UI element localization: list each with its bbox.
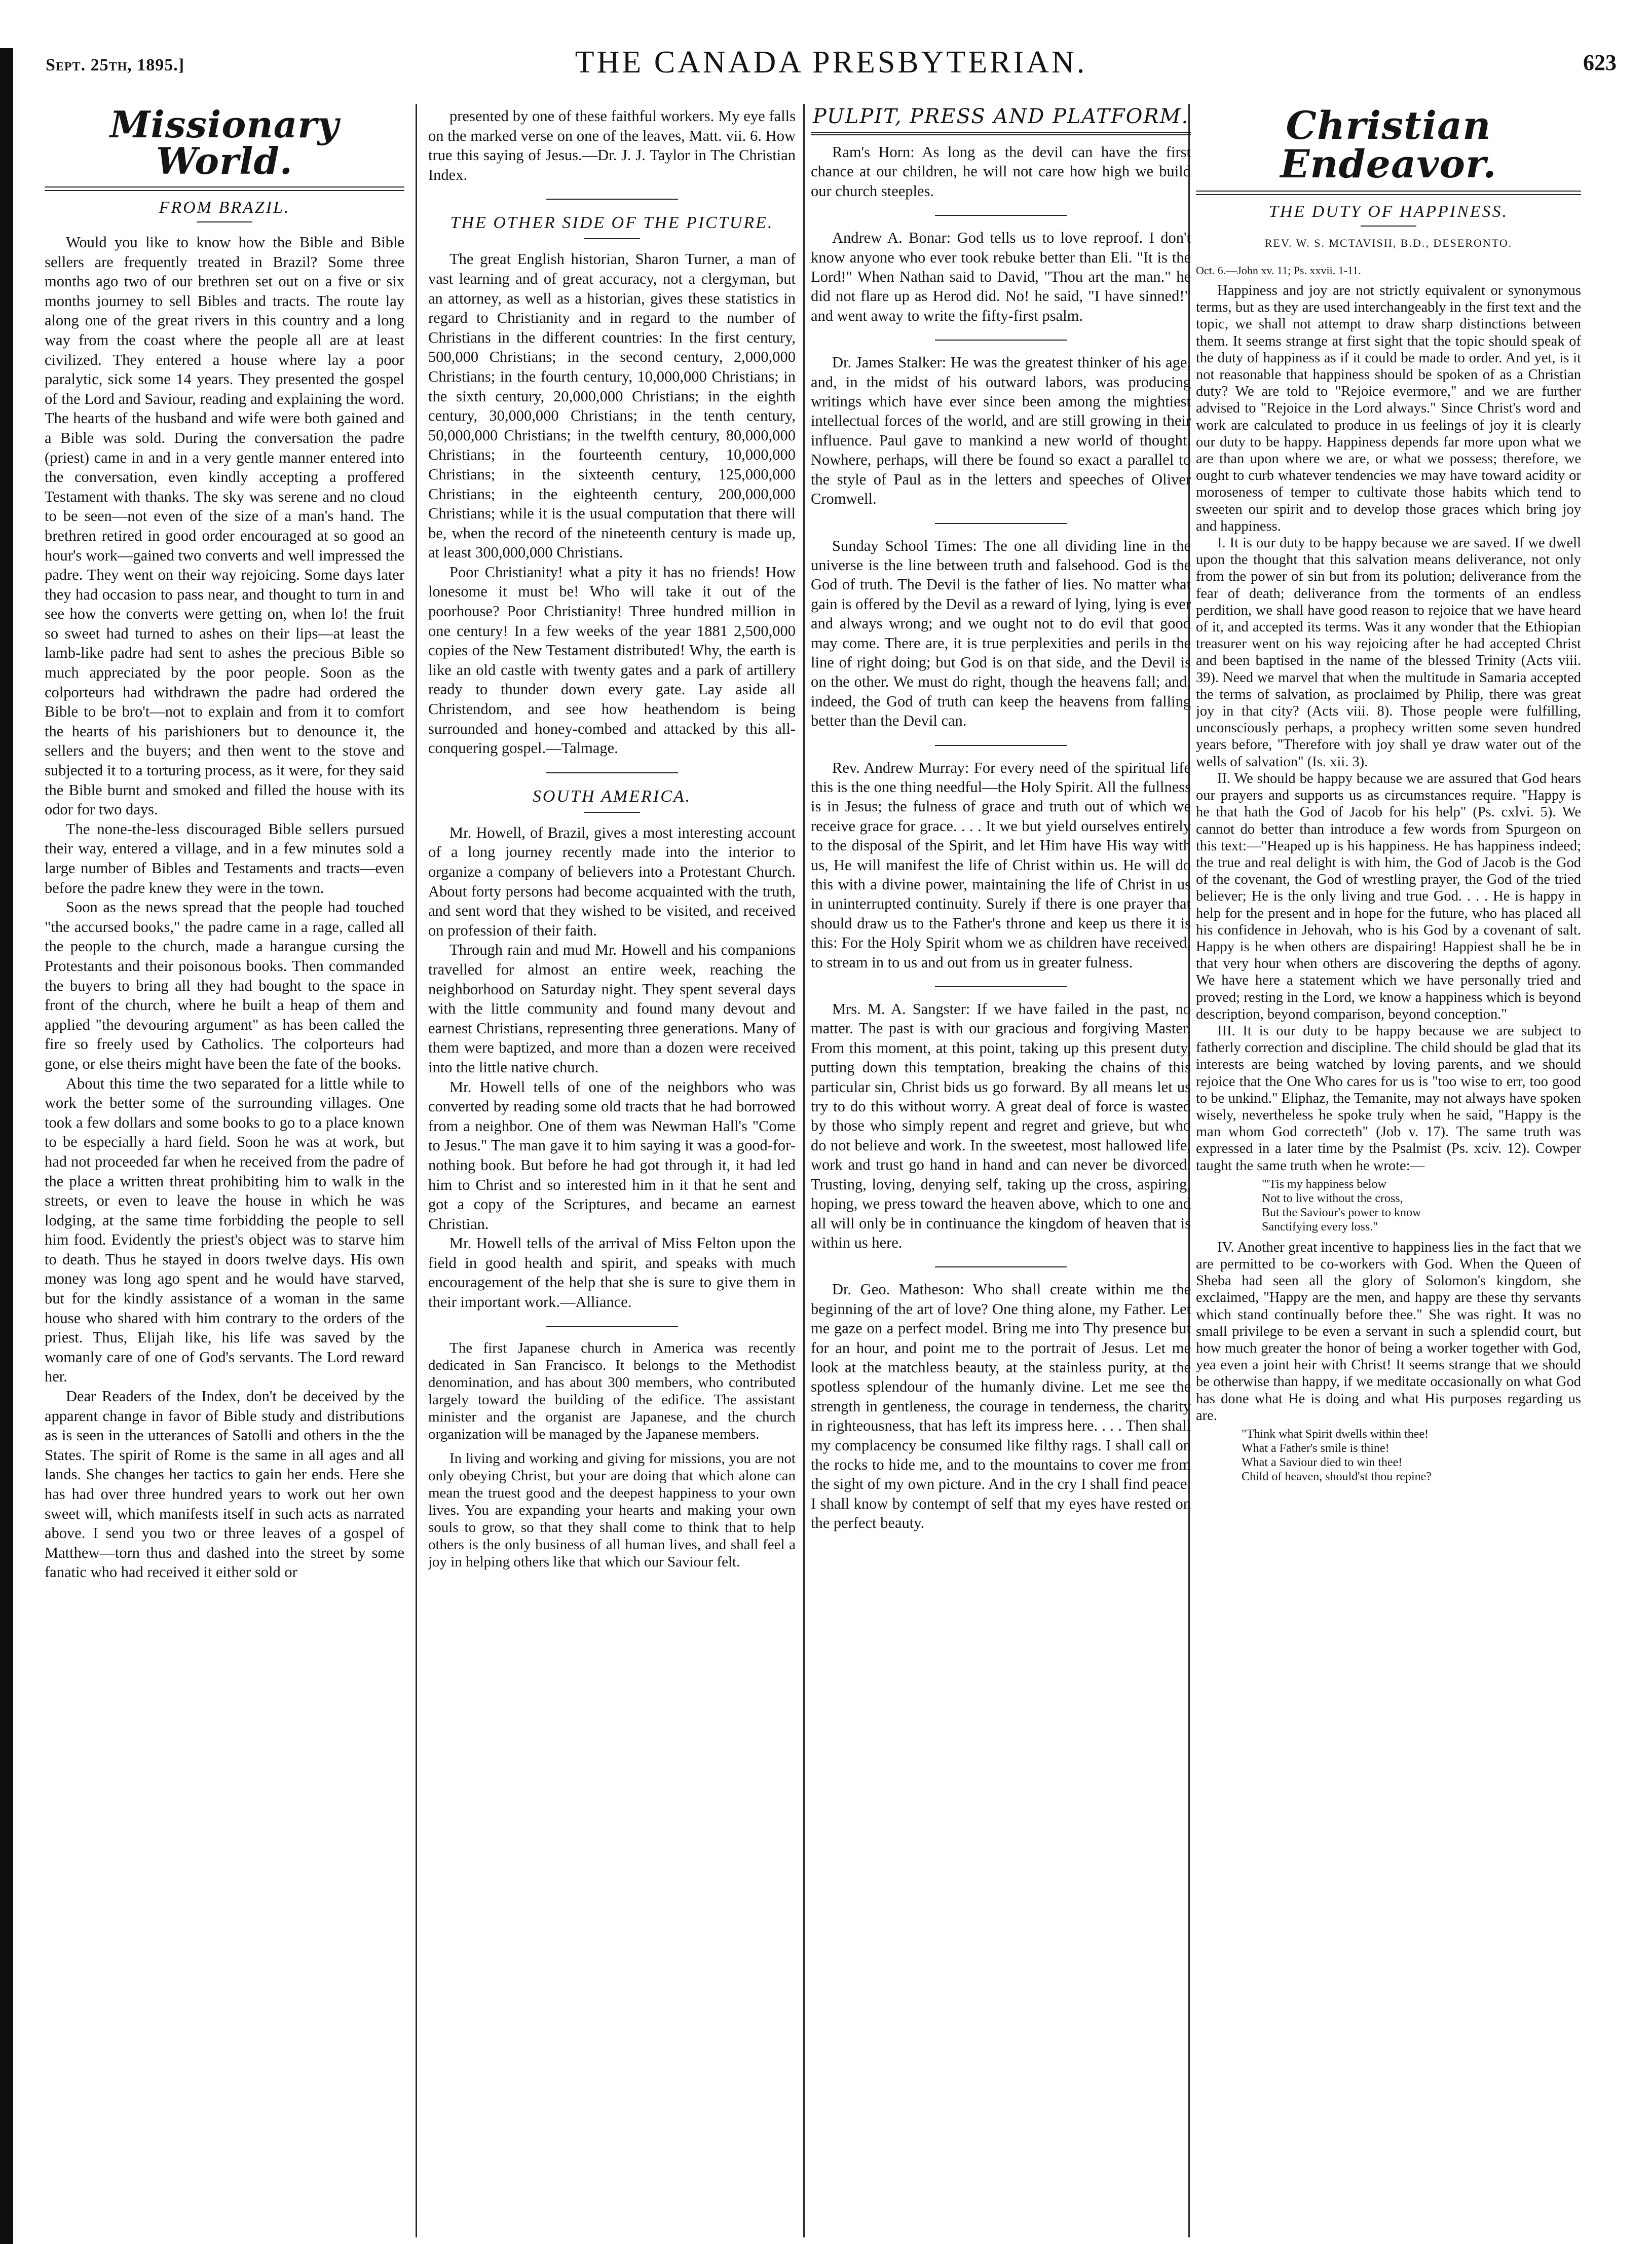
section-rule xyxy=(546,199,678,200)
verse-quotation xyxy=(1242,1427,1581,1484)
article-title: THE DUTY OF HAPPINESS. xyxy=(1268,202,1509,221)
article-title: SOUTH AMERICA. xyxy=(532,787,692,806)
column-christian-endeavor xyxy=(1196,106,1581,2235)
short-rule xyxy=(584,238,640,239)
quotation: Andrew A. Bonar: God tells us to love reproof. I don't know anyone who ever took rebuke better than Eli. "It is the Lord!" When Nathan said to David, "Thou art the man." he did not flare up as Herod did. No! he said, "I have sinned!" and went away to write the fifty-first psalm. xyxy=(811,229,1191,324)
verse-line: "'Tis my happiness below xyxy=(1262,1177,1386,1191)
paragraph: III. It is our duty to be happy because we are subject to fatherly correction and discipline. The child should be glad that its interests are being watched by loving parents, and we should rejoice that the One Who cares for us is "too wise to err, too good to be unkind." Eliphaz, the Temanite, may not always have spoken wisely, nevertheless he spoke truly when he said, "Happy is the man whom God correcteth" (Job v. 17). The same truth was expressed in a later time by the Psalmist (Ps. xciv. 12). Cowper taught the same truth when he wrote:— xyxy=(1196,1023,1581,1174)
paragraph: In living and working and giving for missions, you are not only obeying Christ, but your are doing that which alone can mean the truest good and the deepest happiness to your own lives. You are expanding your hearts and making your own souls to grow, so that they shall come to think that to help others is the only business of all human lives, and shall feel a joy in helping others like that which our Saviour felt. xyxy=(428,1450,796,1570)
paragraph: II. We should be happy because we are assured that God hears our prayers and supports us as circumstances require. "Happy is he that hath the God of Jacob for his help" (Ps. cxlvi. 5). We cannot do better than introduce a few words from Spurgeon on this text:—"Heaped up is his happiness. He has happiness indeed; the true and real delight is with him, the God of Jacob is the God of the covenant, the God of wrestling prayer, the God of the tried believer; He is the only living and true God. . . . He is happy in help for the present and in hope for the future, who has placed all his confidence in Jehovah, who is his God by a covenant of salt. Happy is he when others are dispairing! Happiest shall he be in that very hour when others are discovering the depths of agony. We have here a statement which we have personally tried and proved; resting in the Lord, we know a happiness which is beyond description, beyond comparison, beyond conception." xyxy=(1196,770,1581,1022)
department-heading: PULPIT, PRESS AND PLATFORM. xyxy=(812,106,1189,128)
quotation: Rev. Andrew Murray: For every need of the spiritual life this is the one thing needful—the Holy Spirit. All the fullness is in Jesus; the fulness of grace and truth out of which we receive grace for grace. . . . It we but yield ourselves entirely to the disposal of the Spirit, and let Him have His way with us, He will manifest the life of Christ within us. He will do this with a divine power, maintaining the life of Christ in us in uninterrupted continuity. Surely if there is one prayer that should draw us to the Father's throne and keep us there it is this: For the Holy Spirit whom we as children have received, to stream in to us and out from us in greater fulness. xyxy=(811,759,1191,971)
article-body xyxy=(428,1339,796,1570)
paragraph: Mr. Howell, of Brazil, gives a most interesting account of a long journey recently made into the interior to organize a company of believers into a Protestant Church. About forty persons had become acquainted with the truth, and sent word that they wished to be visited, and received on profession of their faith. xyxy=(428,824,796,939)
scripture-reference: Oct. 6.—John xv. 11; Ps. xxvii. 1-11. xyxy=(1196,264,1361,277)
quotation: Mrs. M. A. Sangster: If we have failed in the past, no matter. The past is with our gracious and forgiving Master. From this moment, at this point, taking up this present duty, putting down this temptation, breaking the chains of this particular sin, Christ bids us go forward. By all means let us try to do this without worry. A great deal of force is wasted by those who simply repent and regret and grieve, but who do not believe and work. In the sweetest, most hallowed life, work and trust go hand in hand and can never be divorced. Trusting, loving, denying self, taking up the cross, aspiring, hoping, we press toward the heaven above, which to one and all will only be in continuance the kingdom of heaven that is within us here. xyxy=(811,1000,1191,1251)
issue-date: Sept. 25th, 1895.] xyxy=(46,56,185,74)
paragraph: I. It is our duty to be happy because we are saved. If we dwell upon the thought that this salvation means deliverance, not only from the power of sin but from its polution; deliverance from the fear of death; deliverance from the torments of an endless perdition, we shall have good reason to rejoice that we have heard of it, and accepted its terms. Was it any wonder that the Ethiopian treasurer went on his way rejoicing after he had accepted Christ and been baptised in the name of the blessed Trinity (Acts viii. 39). Need we marvel that when the multitude in Samaria accepted the terms of salvation, as proclaimed by Philip, there was great joy in that city? (Acts viii. 8). Those people were fulfilling, unconsciously perhaps, a prophecy written some seven hundred years before, "Therefore with joy shall ye draw water out of the wells of salvation" (Is. xii. 3). xyxy=(1196,535,1581,770)
verse-quotation xyxy=(1262,1177,1581,1234)
page-number: 623 xyxy=(1583,50,1617,75)
column-missionary-world xyxy=(45,106,404,2235)
verse-line: But the Saviour's power to know xyxy=(1262,1206,1421,1219)
article-body xyxy=(45,233,404,1582)
paragraph: Soon as the news spread that the people had touched "the accursed books," the padre came in a rage, called all the people to the church, made a harangue cursing the Protestants and their poisonous books. Then commanded the buyers to bring all they had bought to the space in front of the church, where he built a heap of them and applied "the devouring argument" as has been called the fire so freely used by Catholics. The colporteurs had gone, or else theirs might have been the fate of the books. xyxy=(45,899,404,1072)
double-rule xyxy=(811,132,1191,135)
paragraph: Dear Readers of the Index, don't be deceived by the apparent change in favor of Bible study and distributions as is seen in the utterances of Satolli and others in the the States. The spirit of Rome is the same in all ages and all lands. She changes her tactics to gain her ends. Here she has had over three hundred years to work out her own sweet will, which manifests itself in such acts as narrated above. I send you two or three leaves of a gospel of Matthew—torn thus and dashed into the street by some fanatic who had received it either sold or xyxy=(45,1388,404,1581)
double-rule xyxy=(1196,191,1581,195)
double-rule xyxy=(45,186,404,191)
section-rule xyxy=(546,772,678,773)
publication-title: THE CANADA PRESBYTERIAN. xyxy=(575,45,1087,80)
section-rule xyxy=(935,215,1067,216)
section-rule xyxy=(935,340,1067,341)
quotation: Sunday School Times: The one all dividing line in the universe is the line between truth and falsehood. God is the God of truth. The Devil is the father of lies. No matter what gain is offered by the Devil as a reward of lying, lying is ever and always wrong; and we ought not to do evil that good may come. There are, it is true perplexities and perils in the line of right doing; but God is on that side, and the Devil is on the other. We must do right, though the heavens fall; and, indeed, the God of truth can keep the heavens from falling better than the Devil can. xyxy=(811,537,1191,730)
verse-line: What a Father's smile is thine! xyxy=(1242,1442,1390,1455)
paragraph: IV. Another great incentive to happiness lies in the fact that we are permitted to be co-workers with God. When the Queen of Sheba had seen all the glory of Solomon's kingdom, she exclaimed, "Happy are the men, and happy are these thy servants which stand continually before thee." She was right. It was no small privilege to be even a servant in such a splendid court, but how much greater the honor of being a worker together with God, yea even a joint heir with Christ! It seems strange that we should be otherwise than happy, if we meditate occasionally on what God has done what He is doing and what His purposes regarding us are. xyxy=(1196,1239,1581,1424)
column-pulpit-press-platform xyxy=(811,106,1191,2235)
column-two xyxy=(428,106,796,2235)
paragraph: Through rain and mud Mr. Howell and his companions travelled for almost an entire week, reaching the neighborhood on Saturday night. They spent several days with the little community and found many devout and earnest Christians, representing three generations. Many of them were baptized, and more than a dozen were received into the little native church. xyxy=(428,941,796,1076)
section-rule xyxy=(546,1326,678,1327)
verse-line: Child of heaven, should'st thou repine? xyxy=(1242,1470,1432,1483)
paragraph: Would you like to know how the Bible and Bible sellers are frequently treated in Brazil? Some three months ago two of our brethren set out on a five or six months journey to sell Bibles and tracts. The route lay along one of the great rivers in this country and a long way from the coast where the people all are at least civilized. They entered a house where lay a poor paralytic, sick some 14 years. They presented the gospel of the Lord and Saviour, reading and explaining the word. The hearts of the husband and wife were both gained and a Bible was sold. During the conversation the padre (priest) came in and in a very gentle manner entered into the conversation, even kindly accepting a proffered Testament with thanks. The sky was serene and no cloud to be seen—not even of the size of a man's hand. The brethren retired in good order encouraged at so good an hour's work—gained two converts and well impressed the padre. They went on their way rejoicing. Some days later they had occasion to pass near, and thought to turn in and see how the converts were getting on, when lo! the fruit so sweet had turned to ashes on their lips—at least the lamb-like padre had sent to ashes the precious Bible so much appreciated by the poor people. Soon as the colporteurs had withdrawn the padre had ordered the Bible to be bro't—not to explain and from it to comfort the hearts of his parishioners but to denounce it, the sellers and the buyers; and then went to the stove and subjected it to a torturing process, as it were, for they said the Bible burnt and smoked and filled the house with its odor for two days. xyxy=(45,234,404,818)
paragraph: About this time the two separated for a little while to work the better some of the surrounding villages. One took a few dollars and some books to go to a place known to be especially a hard field. Soon he was at work, but had not proceeded far when he received from the padre of the place a written threat prohibiting him to walk in the streets, or even to leave the house in which he was lodging, at the same time forbidding the people to sell him food. Evidently the priest's object was to starve him to death. Thus he stayed in doors twelve days. His own money was long ago spent and he would have starved, but for the kindly assistance of a woman in the same house who shared with him contrary to the orders of the priest. Thus, Elijah like, his life was saved by the womanly care of one of God's servants. The Lord reward her. xyxy=(45,1074,404,1386)
quotation: Dr. Geo. Matheson: Who shall create within me the beginning of the art of love? One thing alone, my Father. Let me gaze on a perfect model. Bring me into Thy presence but for an hour, and point me to the portrait of Jesus. Let me look at the matchless beauty, at the stainless purity, at the spotless splendour of the humanly divine. Let me see the strength in gentleness, the courage in tenderness, the charity in righteousness, that has left its impress here. . . . Then shall my complacency be consumed like filthy rags. I shall call on the rocks to hide me, and to the mountains to cover me from the sight of my own picture. And in the cry I shall find peace. I shall know by contempt of self that my eyes have rested on the perfect beauty. xyxy=(811,1281,1191,1532)
quotation: Ram's Horn: As long as the devil can have the first chance at our children, he will not care how high we build our church steeples. xyxy=(811,143,1191,200)
paragraph: The none-the-less discouraged Bible sellers pursued their way, entered a village, and in a few minutes sold a large number of Bibles and Testaments and tracts—even before the padre knew they were in the town. xyxy=(45,820,404,896)
short-rule xyxy=(197,221,252,222)
paragraph: Poor Christianity! what a pity it has no friends! How lonesome it must be! Who will take it out of the poorhouse? Poor Christianity! Three hundred million in one century! In a few weeks of the year 1881 2,500,000 copies of the New Testament distributed! Why, the earth is like an old castle with twenty gates and a park of artillery ready to thunder down every gate. Lay aside all Christendom, and see how heathendom is being surrounded and honey-combed and attacked by this all-conquering gospel.—Talmage. xyxy=(428,563,796,757)
column-rule xyxy=(803,104,805,2237)
verse-line: "Think what Spirit dwells within thee! xyxy=(1242,1428,1429,1441)
section-rule xyxy=(935,523,1067,524)
section-rule xyxy=(935,986,1067,987)
article-title: FROM BRAZIL. xyxy=(159,198,290,217)
paragraph: Happiness and joy are not strictly equivalent or synonymous terms, but as they are used interchangeably in the first text and the topic, we shall not attempt to draw sharp distinctions between them. It seems strange at first sight that the topic should speak of the duty of happiness as if it could be made to order. And yet, is it not reasonable that happiness should be spoken of as a Christian duty? We are told to "Rejoice evermore," and we are further advised to "Rejoice in the Lord always." Since Christ's word and work are calculated to produce in us feelings of joy it is clearly our duty to be happy. Happiness depends far more upon what we are than upon where we are, or what we possess; therefore, we ought to curb whatever tendencies we may have toward acidity or moroseness of temper to cultivate those habits which tend to sweeten our spirit and to develop those graces which bring joy and happiness. xyxy=(1196,283,1581,534)
department-heading: Christian Endeavor. xyxy=(1280,106,1497,186)
article-title: THE OTHER SIDE OF THE PICTURE. xyxy=(450,213,774,233)
short-rule xyxy=(584,812,640,813)
paragraph: The first Japanese church in America was recently dedicated in San Francisco. It belongs to the Methodist denomination, and has about 300 members, who contributed largely toward the building of the edifice. The assistant minister and the organist are Japanese, and the church organization will be managed by the Japanese members. xyxy=(428,1339,796,1442)
verse-line: Not to live without the cross, xyxy=(1262,1191,1403,1205)
binding-edge xyxy=(0,48,13,2244)
paragraph: Mr. Howell tells of the arrival of Miss Felton upon the field in good health and spirit, and speaks with much encouragement of the help that she is sure to give them in their important work.—Alliance. xyxy=(428,1235,796,1311)
paragraph: presented by one of these faithful workers. My eye falls on the marked verse on one of the leaves, Matt. vii. 6. How true this saying of Jesus.—Dr. J. J. Taylor in The Christian Index. xyxy=(428,107,796,183)
column-rule xyxy=(416,104,417,2237)
department-heading: Missionary World. xyxy=(109,106,340,182)
paragraph: Mr. Howell tells of one of the neighbors who was converted by reading some old tracts that he had borrowed from a neighbor. One of them was Newman Hall's "Come to Jesus." The man gave it to him saying it was a good-for-nothing book. But before he had got through it, it had led him to Christ and so interested him in it that he sent and got a copy of the Scriptures, and became an earnest Christian. xyxy=(428,1078,796,1232)
section-rule xyxy=(935,1266,1067,1267)
quotation: Dr. James Stalker: He was the greatest thinker of his age, and, in the midst of his outward labors, was producing writings which have ever since been among the mightiest intellectual forces of the world, and are still growing in their influence. Paul gave to mankind a new world of thought. Nowhere, perhaps, will there be found so exact a parallel to the style of Paul as in the letters and speeches of Oliver Cromwell. xyxy=(811,354,1191,508)
paragraph: The great English historian, Sharon Turner, a man of vast learning and of great accuracy, not a clergyman, but an attorney, as well as a historian, gives these statistics in regard to Christianity and in regard to the number of Christians in the different countries: In the first century, 500,000 Christians; in the second century, 2,000,000 Christians; in the fourth century, 10,000,000 Christians; in the sixth century, 20,000,000 Christians; in the eighth century, 30,000,000 Christians; in the tenth century, 50,000,000 Christians; in the twelfth century, 80,000,000 Christians; in the fourteenth century, 10,000,000 Christians; in the sixteenth century, 125,000,000 Christians; in the eighteenth century, 200,000,000 Christians; while it is the usual computation that there will be, when the record of the nineteenth century is made up, at least 300,000,000 Christians. xyxy=(428,250,796,562)
verse-line: What a Saviour died to win thee! xyxy=(1242,1456,1403,1469)
short-rule xyxy=(1361,226,1416,227)
page-header xyxy=(46,45,1617,85)
author-byline: REV. W. S. MCTAVISH, B.D., DESERONTO. xyxy=(1264,237,1513,249)
section-rule xyxy=(935,745,1067,746)
verse-line: Sanctifying every loss." xyxy=(1262,1220,1378,1233)
